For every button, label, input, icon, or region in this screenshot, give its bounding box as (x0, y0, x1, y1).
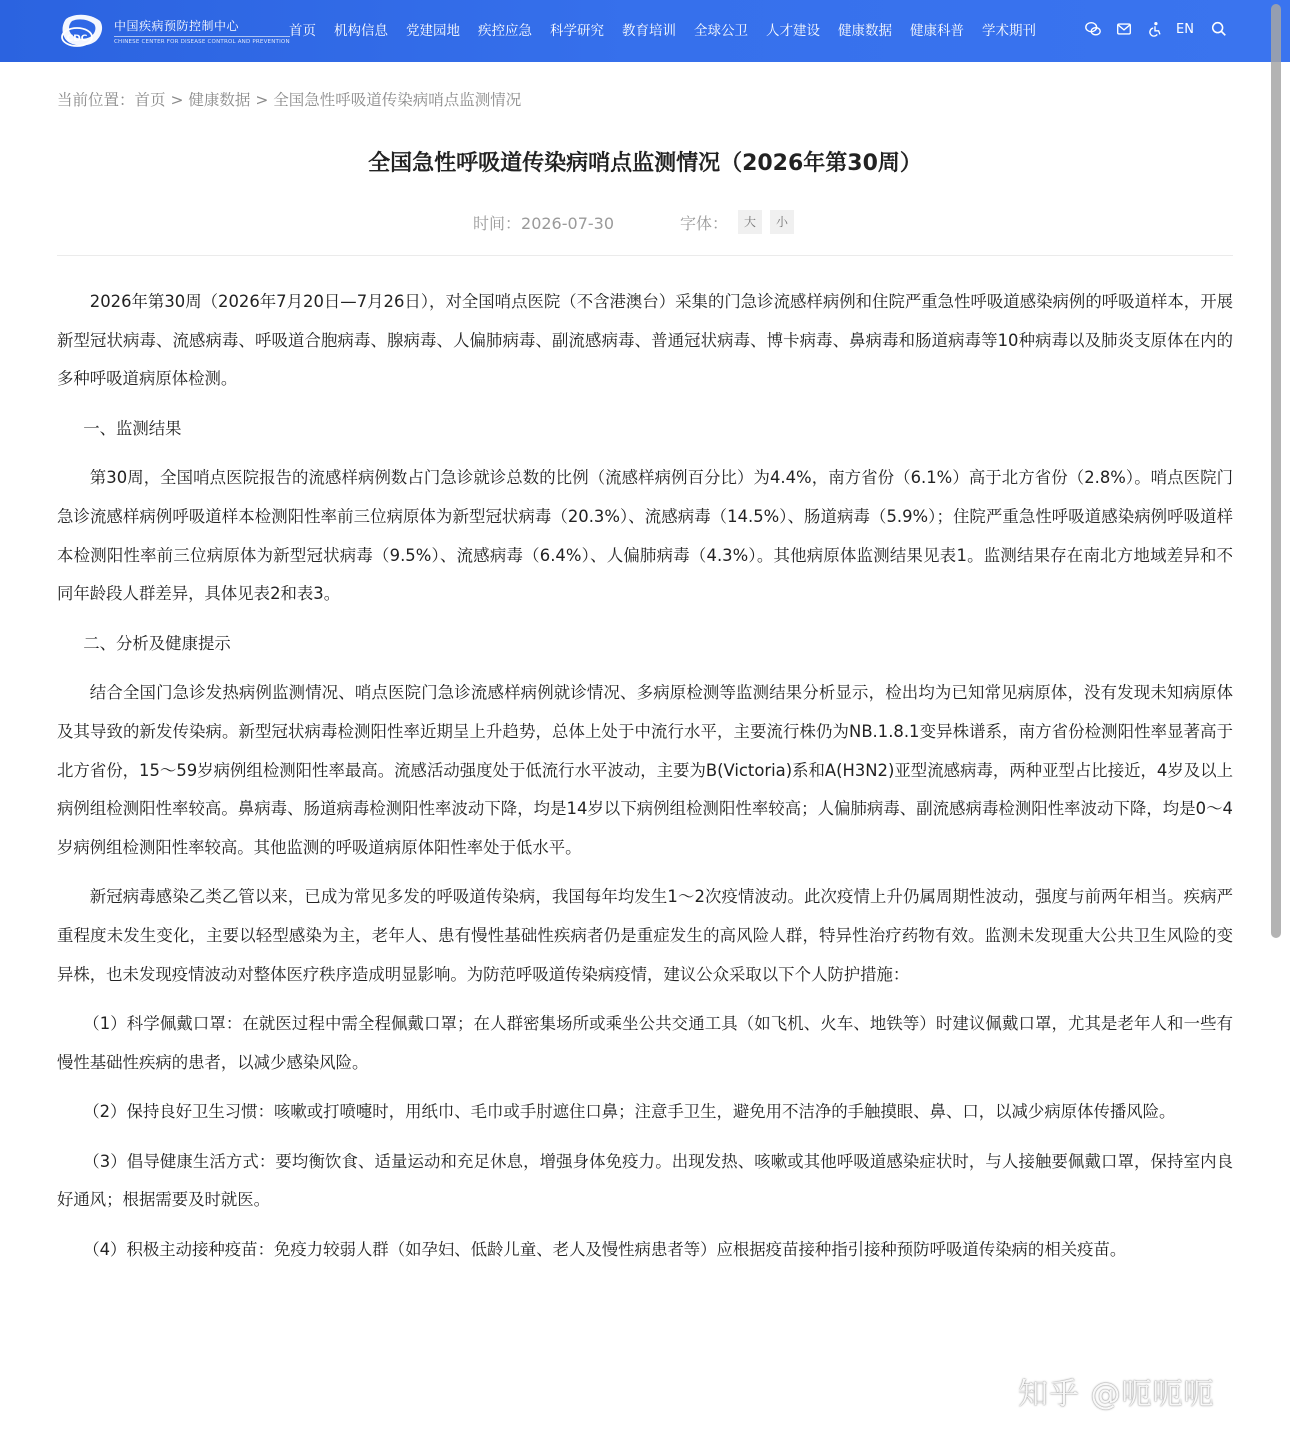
logo-text (114, 17, 290, 45)
advice-item-hygiene: （2）保持良好卫生习惯：咳嗽或打喷嚏时，用纸巾、毛巾或手肘遮住口鼻；注意手卫生，避免用不洁净的手触摸眼、鼻、口，以减少病原体传播风险。 (83, 1102, 1176, 1122)
zhihu-watermark: 知乎 @呃呃呃 (1018, 1377, 1215, 1412)
font-large-button[interactable]: 大 (738, 210, 762, 234)
article-content (57, 283, 1233, 1281)
font-size-label: 字体： (680, 213, 729, 233)
section-heading-results: 一、监测结果 (83, 418, 182, 438)
nav-organization[interactable]: 机构信息 (334, 23, 388, 39)
time-label: 时间： (473, 213, 522, 233)
article-meta (473, 210, 802, 234)
breadcrumb-home[interactable]: 首页 (134, 91, 166, 109)
breadcrumb-separator: > (165, 91, 189, 109)
nav-education[interactable]: 教育培训 (622, 23, 676, 39)
advice-item-vaccination: （4）积极主动接种疫苗：免疫力较弱人群（如孕妇、低龄儿童、老人及慢性病患者等）应根据疫苗接种指引接种预防呼吸道传染病的相关疫苗。 (83, 1240, 1127, 1260)
article-title: 全国急性呼吸道传染病哨点监测情况（2026年第30周） (368, 151, 922, 176)
breadcrumb-prefix: 当前位置： (57, 91, 135, 109)
logo-cn-name: 中国疾病预防控制中心 (114, 19, 240, 33)
time-value: 2026-07-30 (521, 213, 614, 233)
nav-research[interactable]: 科学研究 (550, 23, 604, 39)
cdc-logo-icon (56, 11, 106, 51)
nav-emergency[interactable]: 疾控应急 (478, 23, 532, 39)
nav-health-data[interactable]: 健康数据 (838, 23, 892, 39)
language-switch-en[interactable]: EN (1176, 21, 1194, 37)
breadcrumb-separator: > (250, 91, 274, 109)
wechat-icon[interactable] (1083, 19, 1103, 39)
nav-home[interactable]: 首页 (289, 23, 316, 39)
publish-time (473, 211, 614, 234)
accessibility-icon[interactable] (1145, 19, 1165, 39)
section-heading-analysis: 二、分析及健康提示 (83, 633, 231, 653)
results-paragraph: 第30周，全国哨点医院报告的流感样病例数占门急诊就诊总数的比例（流感样病例百分比）为4.4%，南方省份（6.1%）高于北方省份（2.8%）。哨点医院门急诊流感样病例呼吸道样本检测阳性率前三位病原体为新型冠状病毒（20.3%）、流感病毒（14.5%）、肠道病毒（5.9%）；住院严重急性呼吸道感染病例呼吸道样本检测阳性率前三位病原体为新型冠状病毒（9.5%）、流感病毒（6.4%）、人偏肺病毒（4.3%）。其他病原体监测结果见表1。监测结果存在南北方地域差异和不同年龄段人群差异，具体见表2和表3。 (57, 468, 1233, 604)
nav-health-science[interactable]: 健康科普 (910, 23, 964, 39)
title-divider (57, 255, 1233, 256)
nav-journals[interactable]: 学术期刊 (982, 23, 1036, 39)
mail-icon[interactable] (1114, 19, 1134, 39)
advice-item-lifestyle: （3）倡导健康生活方式：要均衡饮食、适量运动和充足休息，增强身体免疫力。出现发热、咳嗽或其他呼吸道感染症状时，与人接触要佩戴口罩，保持室内良好通风；根据需要及时就医。 (57, 1151, 1233, 1210)
header-tools (1083, 0, 1240, 58)
intro-paragraph: 2026年第30周（2026年7月20日—7月26日），对全国哨点医院（不含港澳台）采集的门急诊流感样病例和住院严重急性呼吸道感染病例的呼吸道样本，开展新型冠状病毒、流感病毒、呼吸道合胞病毒、腺病毒、人偏肺病毒、副流感病毒、普通冠状病毒、博卡病毒、鼻病毒和肠道病毒等10种病毒以及肺炎支原体在内的多种呼吸道病原体检测。 (57, 292, 1233, 389)
main-nav (289, 0, 1054, 58)
breadcrumb (57, 88, 521, 110)
advice-item-masks: （1）科学佩戴口罩：在就医过程中需全程佩戴口罩；在人群密集场所或乘坐公共交通工具（如飞机、火车、地铁等）时建议佩戴口罩，尤其是老年人和一些有慢性基础性疾病的患者，以减少感染风险。 (57, 1014, 1233, 1072)
nav-global-health[interactable]: 全球公卫 (694, 23, 748, 39)
logo-mark-text: CDC (66, 34, 88, 44)
advice-intro-paragraph: 新冠病毒感染乙类乙管以来，已成为常见多发的呼吸道传染病，我国每年均发生1～2次疫情波动。此次疫情上升仍属周期性波动，强度与前两年相当。疾病严重程度未发生变化，主要以轻型感染为主，老年人、患有慢性基础性疾病者仍是重症发生的高风险人群，特异性治疗药物有效。监测未发现重大公共卫生风险的变异株，也未发现疫情波动对整体医疗秩序造成明显影响。为防范呼吸道传染病疫情，建议公众采取以下个人防护措施： (57, 887, 1233, 984)
search-icon[interactable] (1209, 19, 1229, 39)
breadcrumb-current[interactable]: 全国急性呼吸道传染病哨点监测情况 (273, 91, 522, 109)
breadcrumb-health-data[interactable]: 健康数据 (188, 91, 251, 109)
nav-talent[interactable]: 人才建设 (766, 23, 820, 39)
site-header (0, 0, 1290, 62)
font-small-button[interactable]: 小 (770, 210, 794, 234)
logo-en-name: CHINESE CENTER FOR DISEASE CONTROL AND PREVENTION (114, 36, 290, 45)
nav-party-building[interactable]: 党建园地 (406, 23, 460, 39)
site-logo[interactable] (56, 10, 290, 52)
analysis-paragraph: 结合全国门急诊发热病例监测情况、哨点医院门急诊流感样病例就诊情况、多病原检测等监测结果分析显示，检出均为已知常见病原体，没有发现未知病原体及其导致的新发传染病。新型冠状病毒检测阳性率近期呈上升趋势，总体上处于中流行水平，主要流行株仍为NB.1.8.1变异株谱系，南方省份检测阳性率显著高于北方省份，15～59岁病例组检测阳性率最高。流感活动强度处于低流行水平波动，主要为B(Victoria)系和A(H3N2)亚型流感病毒，两种亚型占比接近，4岁及以上病例组检测阳性率较高。鼻病毒、肠道病毒检测阳性率波动下降，均是14岁以下病例组检测阳性率较高；人偏肺病毒、副流感病毒检测阳性率波动下降，均是0～4岁病例组检测阳性率较高。其他监测的呼吸道病原体阳性率处于低水平。 (57, 683, 1233, 857)
page-scrollbar-thumb[interactable] (1271, 4, 1281, 938)
